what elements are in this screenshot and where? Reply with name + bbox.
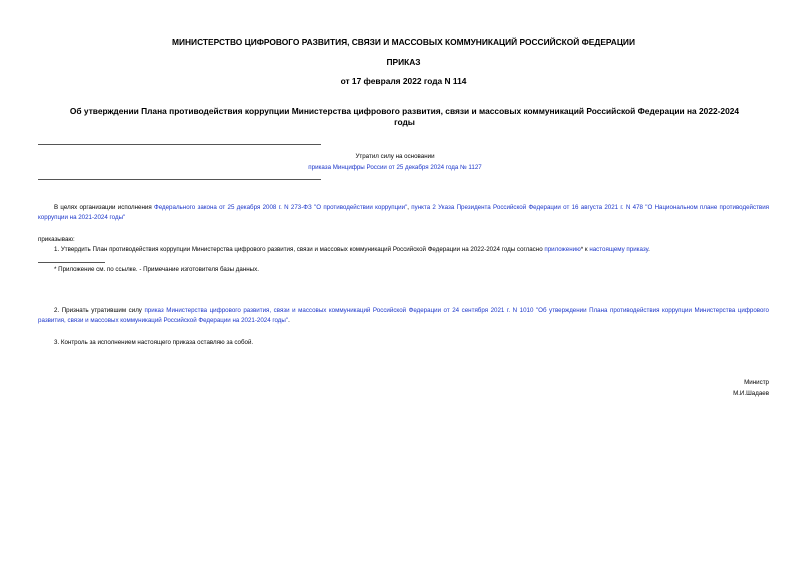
footnote-rule: [38, 262, 105, 263]
item-1-text: 1. Утвердить План противодействия коррупции Министерства цифрового развития, связи и массовых коммуникаций Российской Федерации на 2022-2024 годы согласно: [54, 246, 545, 253]
footnote: * Приложение см. по ссылке. - Примечание изготовителя базы данных.: [54, 266, 259, 273]
appendix-link[interactable]: приложению: [544, 246, 581, 253]
status-basis: [200, 163, 590, 173]
decree-478-link[interactable]: пункта 2 Указа Президента Российской Федерации от 16 августа 2021 г. N 478 "О Национальном плане противодействия коррупции на 2021-2024 годы": [38, 204, 769, 221]
law-273-link[interactable]: Федерального закона от 25 декабря 2008 г. N 273-ФЗ "О противодействии коррупции": [154, 204, 408, 211]
status-bottom-rule: [38, 179, 321, 180]
status-top-rule: [38, 144, 321, 145]
item-1: [54, 245, 769, 255]
ministry-name: МИНИСТЕРСТВО ЦИФРОВОГО РАЗВИТИЯ, СВЯЗИ И МАССОВЫХ КОММУНИКАЦИЙ РОССИЙСКОЙ ФЕДЕРАЦИИ: [172, 37, 635, 47]
status-lost-force: Утратил силу на основании: [355, 153, 435, 160]
this-order-link[interactable]: настоящему приказу: [589, 246, 649, 253]
preamble-intro: В целях организации исполнения: [54, 204, 154, 211]
document-title: [32, 106, 777, 128]
item-1-mark: * к: [580, 246, 590, 253]
item-2: [38, 306, 769, 326]
item-2-end: .: [288, 317, 290, 324]
preamble-paragraph: [38, 203, 769, 223]
item-2-text: 2. Признать утратившим силу: [54, 307, 145, 314]
document-title-line2: годы: [394, 117, 415, 127]
item-1-end: .: [648, 246, 650, 253]
signature-position: Министр: [744, 379, 769, 386]
document-date-number: от 17 февраля 2022 года N 114: [340, 76, 467, 86]
document-type: ПРИКАЗ: [386, 57, 421, 67]
status-basis-link[interactable]: приказа Минцифры России от 25 декабря 2024 года № 1127: [308, 164, 482, 171]
document-title-line1: Об утверждении Плана противодействия коррупции Министерства цифрового развития, связи и массовых коммуникаций Российской Федерации на 2022-2024: [69, 106, 740, 116]
item-3: 3. Контроль за исполнением настоящего приказа оставляю за собой.: [54, 339, 254, 346]
signature-name: М.И.Шадаев: [733, 390, 769, 397]
preamble-comma: ,: [407, 204, 412, 211]
order-word: приказываю:: [38, 236, 75, 243]
order-1010-link[interactable]: приказ Министерства цифрового развития, связи и массовых коммуникаций Российской Федерации от 24 сентября 2021 г. N 1010 "Об утверждении Плана противодействия коррупции Министерства цифрового развития, связи и массовых коммуникаций Российской Федерации на 2021-2024 годы": [38, 307, 769, 324]
